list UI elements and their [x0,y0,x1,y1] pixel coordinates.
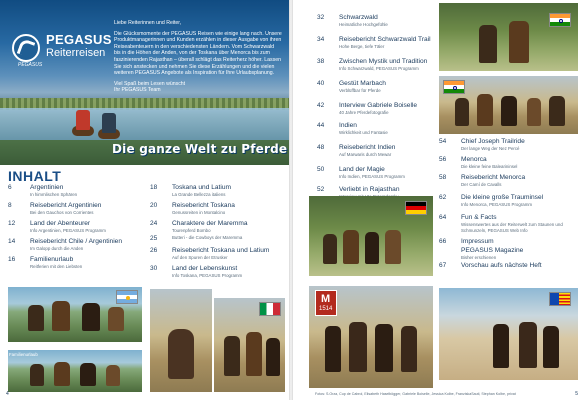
hero-photo: PEGASUS Reiterreisen PEGASUS Liebe Reiterinnen und Reiter, Die Glücksmomente der PEGASUS Reisen wie einige lang nach. Unsere Produktmanagerinnen und Kunden erzählen in dieser Ausgabe von ihren Reiseabenteuern in den verschiedensten Ländern. Vom Schwarzwald bis in die Höhen der Anden, von der Toskana über Menorca bis zum faszinierenden Rajasthan – überall schlägt das Reiterherz höher. Lassen Sie sich anstecken und nehmen Sie diese Erzählungen und die vielen weiteren PEGASUS Angebote als Inspiration für Ihre Urlaubsplanung. Viel Spaß beim Lesen wünscht Ihr PEGASUS Team Die ganze Welt zu Pferde [0,0,289,165]
right-page [293,0,582,400]
toc-entry[interactable]: 52 Verliebt in Rajasthan [317,186,400,193]
toc-entry[interactable]: 8 Reisebericht Argentinien Bei den Gauchos von Corrientes [8,202,102,215]
inhalt-heading: INHALT [8,168,62,184]
photo-schwarzwald-group [309,196,433,276]
toc-entry[interactable]: 62 Die kleine große Trauminsel Info Menorca, PEGASUS Programm [439,194,544,207]
toc-entry[interactable]: 42 Interview Gabriele Boiselle 40 Jahre Pferdefotografie [317,102,418,115]
toc-entry[interactable]: 34 Reisebericht Schwarzwald Trail Hohe Berge, tiefe Täler [317,36,431,49]
toc-entry[interactable]: 18 Toskana und Latium La Grande Bellezza italiens [150,184,232,197]
toc-entry[interactable]: 20 Reisebericht Toskana Genussreiten in Montalcino [150,202,235,215]
toc-entry[interactable]: 66 Impressum [439,238,494,245]
photo-maremma-riders [214,298,285,392]
toc-entry[interactable]: 67 Vorschau aufs nächste Heft [439,262,542,269]
pegasus-horse-icon [12,34,40,62]
toc-entry[interactable]: 26 Reisebericht Toskana und Latium Auf den Spuren der Etrusker [150,247,270,260]
toc-entry[interactable]: 50 Land der Magie Info Indien, PEGASUS Programm [317,166,405,179]
italy-flag-icon [259,302,281,316]
toc-column-1 [8,184,144,274]
tagline: Die ganze Welt zu Pferde [112,142,288,156]
toc-entry[interactable]: 38 Zwischen Mystik und Tradition Info Schwarzwald, PEGASUS Programm [317,58,428,71]
toc-right-main [317,14,433,206]
menorca-flag-icon [549,292,571,306]
toc-entry[interactable]: 24 Charaktere der Maremma Tourenpferd Bombo [150,220,248,233]
toc-entry[interactable]: 56 Menorca Die kleine feine Balearininsel [439,156,518,169]
toc-entry[interactable]: 58 Reisebericht Menorca Der Camí de Cavalls [439,174,526,187]
toc-entry[interactable]: 44 Indien Wirklichkeit und Fantasie [317,122,388,135]
marbach-badge: M 1514 [315,290,337,316]
toc-entry[interactable]: PEGASUS Magazine Bisher erschienen [461,247,524,260]
photo-black-forest-ride [439,3,578,71]
page-number-left: 4 [6,391,9,397]
toc-entry[interactable]: 6 Argentinien In himmlischen Sphären [8,184,78,197]
toc-entry[interactable]: 40 Gestüt Marbach Verblüffbar für Pferde [317,80,386,93]
photo-tuscany-horse [150,289,212,392]
toc-right-side [439,138,579,272]
toc-entry[interactable]: 32 Schwarzwald Heimatliche Hochgefühle [317,14,388,27]
page-number-right: 5 [575,391,578,397]
toc-entry[interactable]: 14 Reisebericht Chile / Argentinien Im Galopp durch die Anden [8,238,122,251]
toc-entry[interactable]: 16 Familienurlaub Reitferien mit den Liebsten [8,256,83,269]
toc-entry[interactable]: 54 Chief Joseph Trailride Der lange Weg der Nez Percé [439,138,525,151]
photo-argentina-riders [8,287,142,342]
toc-entry[interactable]: 25 Butteri - die Cowboys der Maremma [150,235,243,242]
photo-credits: Fotos: S.Orza, Cup de Cabrol, Elisabeth Haselbögger, Gabriele Boiselle, Jessica Kolbe, FranziskaSauti, Stephan Kolbe, privat [315,392,516,396]
toc-entry[interactable]: 48 Reisebericht Indien Auf Marwaris durch Mewar [317,144,396,157]
caption-familienurlaub: Familienurlaub [9,352,38,357]
photo-india-riders [439,76,578,134]
toc-entry[interactable]: 12 Land der Abenteurer Info Argentinien, PEGASUS Programm [8,220,106,233]
toc-column-2 [150,184,286,283]
left-page [0,0,289,400]
germany-flag-icon [405,201,427,215]
toc-entry[interactable]: 64 Fun & Facts Wissenswertes aus der Reiterwelt zum Staunen und Schmunzeln, PEGASUS Web Info [439,214,563,233]
india-flag-icon [549,13,571,27]
photo-menorca-riders [439,288,578,380]
toc-entry[interactable]: 30 Land der Lebenskunst Info Toskana, PEGASUS Programm [150,265,243,278]
india-flag-icon [443,80,465,94]
welcome-text: Liebe Reiterinnen und Reiter, Die Glücksmomente der PEGASUS Reisen wie einige lang nach. Unsere Produktmanagerinnen und Kunden erzählen in dieser Ausgabe von ihren Reiseabenteuern in den verschiedensten Ländern. Vom Schwarzwald bis in die Höhen der Anden, von der Toskana über Menorca bis zum faszinierenden Rajasthan – überall schlägt das Reiterherz höher. Lassen Sie sich anstecken und nehmen Sie diese Erzählungen und die vielen weiteren PEGASUS Angebote als Inspiration für Ihre Urlaubsplanung. Viel Spaß beim Lesen wünscht Ihr PEGASUS Team [114,20,282,94]
argentina-flag-icon [116,290,138,304]
